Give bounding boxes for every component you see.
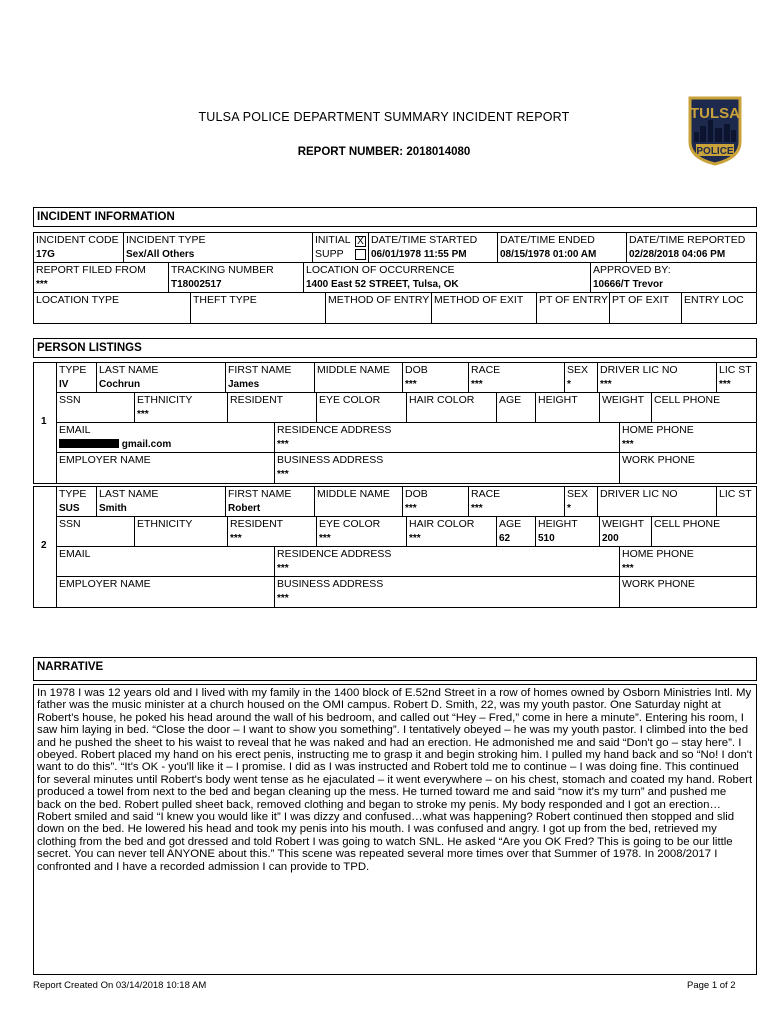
age-cell (496, 392, 536, 423)
dob-value: *** (405, 379, 417, 390)
middle-name-label: MIDDLE NAME (317, 488, 390, 500)
person-number-cell (33, 486, 57, 608)
age-value: 62 (499, 533, 511, 544)
eye-color-value: *** (319, 533, 331, 544)
middle-name-cell (314, 486, 403, 517)
last-name-label: LAST NAME (99, 488, 159, 500)
supp-checkbox (355, 249, 366, 260)
age-label: AGE (499, 394, 522, 406)
height-value: 510 (538, 533, 555, 544)
location-type-cell (33, 292, 191, 324)
location-type-label: LOCATION TYPE (36, 294, 120, 306)
initial-checkbox: X (355, 236, 366, 247)
business-address-cell (274, 576, 620, 608)
narrative-heading: NARRATIVE (33, 657, 757, 681)
email-label: EMAIL (59, 548, 91, 560)
sex-cell (564, 362, 598, 393)
race-label: RACE (471, 488, 501, 500)
type-value: SUS (59, 503, 80, 514)
method-of-exit-label: METHOD OF EXIT (434, 294, 524, 306)
sex-cell (564, 486, 598, 517)
residence-address-cell (274, 422, 620, 453)
height-label: HEIGHT (538, 394, 578, 406)
type-cell (56, 486, 97, 517)
entry-loc-cell (681, 292, 757, 324)
lic-st-value: *** (719, 379, 731, 390)
location-value: 1400 East 52 STREET, Tulsa, OK (306, 279, 459, 290)
lic-st-cell (716, 486, 757, 517)
seal-top-text: TULSA (690, 105, 740, 122)
work-phone-cell (619, 452, 757, 484)
email-domain: gmail.com (121, 439, 172, 450)
last-name-label: LAST NAME (99, 364, 159, 376)
race-label: RACE (471, 364, 501, 376)
last-name-cell (96, 486, 226, 517)
residence-address-label: RESIDENCE ADDRESS (277, 548, 392, 560)
ethnicity-value: *** (137, 409, 149, 420)
location-label: LOCATION OF OCCURRENCE (306, 264, 455, 276)
eye-color-cell (316, 392, 407, 423)
report-title: TULSA POLICE DEPARTMENT SUMMARY INCIDENT REPORT (198, 110, 570, 124)
date-ended-label: DATE/TIME ENDED (500, 234, 595, 246)
ethnicity-label: ETHNICITY (137, 394, 193, 406)
supp-label: SUPP (315, 248, 344, 260)
business-address-value: *** (277, 593, 289, 604)
middle-name-cell (314, 362, 403, 393)
approved-by-value: 10666/T Trevor (593, 279, 664, 290)
person-listings-heading: PERSON LISTINGS (33, 338, 757, 358)
person-number: 1 (41, 416, 47, 427)
eye-color-cell (316, 516, 407, 547)
incident-code-cell (33, 232, 124, 263)
height-cell (535, 392, 600, 423)
first-name-label: FIRST NAME (228, 488, 292, 500)
work-phone-label: WORK PHONE (622, 454, 695, 466)
residence-address-value: *** (277, 563, 289, 574)
work-phone-label: WORK PHONE (622, 578, 695, 590)
race-value: *** (471, 379, 483, 390)
dob-cell (402, 362, 469, 393)
business-address-value: *** (277, 469, 289, 480)
filed-from-cell (33, 262, 169, 293)
date-reported-cell (626, 232, 757, 263)
email-label: EMAIL (59, 424, 91, 436)
residence-address-cell (274, 546, 620, 577)
page-number: Page 1 of 2 (687, 980, 736, 991)
incident-type-label: INCIDENT TYPE (126, 234, 206, 246)
employer-name-label: EMPLOYER NAME (59, 578, 151, 590)
redaction-bar (59, 439, 119, 448)
lic-st-label: LIC ST (719, 364, 752, 376)
last-name-value: Cochrun (99, 379, 141, 390)
date-ended-cell (497, 232, 627, 263)
date-started-value: 06/01/1978 11:55 PM (371, 249, 467, 260)
employer-name-cell (56, 576, 275, 608)
home-phone-value: *** (622, 439, 634, 450)
location-cell (303, 262, 591, 293)
sex-label: SEX (567, 488, 589, 500)
tulsa-police-seal-icon (686, 94, 744, 166)
driver-lic-cell (597, 486, 717, 517)
email-cell (56, 422, 275, 453)
home-phone-label: HOME PHONE (622, 424, 694, 436)
initial-label: INITIAL (315, 234, 351, 246)
resident-cell (227, 516, 317, 547)
last-name-value: Smith (99, 503, 127, 514)
pt-of-exit-label: PT OF EXIT (612, 294, 669, 306)
race-cell (468, 362, 565, 393)
lic-st-cell (716, 362, 757, 393)
employer-name-label: EMPLOYER NAME (59, 454, 151, 466)
hair-color-value: *** (409, 533, 421, 544)
middle-name-label: MIDDLE NAME (317, 364, 390, 376)
business-address-cell (274, 452, 620, 484)
type-value: IV (59, 379, 69, 390)
sex-value: * (567, 379, 571, 390)
race-cell (468, 486, 565, 517)
tracking-number-label: TRACKING NUMBER (171, 264, 274, 276)
filed-from-label: REPORT FILED FROM (36, 264, 146, 276)
ethnicity-cell (134, 516, 228, 547)
method-of-entry-label: METHOD OF ENTRY (328, 294, 430, 306)
dob-value: *** (405, 503, 417, 514)
hair-color-label: HAIR COLOR (409, 394, 475, 406)
pt-of-entry-label: PT OF ENTRY (539, 294, 609, 306)
pt-of-exit-cell (609, 292, 682, 324)
weight-cell (599, 516, 652, 547)
tracking-number-value: T18002517 (171, 279, 222, 290)
first-name-cell (225, 486, 315, 517)
date-ended-value: 08/15/1978 01:00 AM (500, 249, 597, 260)
pt-of-entry-cell (536, 292, 610, 324)
initial-supp-cell (312, 232, 369, 263)
type-label: TYPE (59, 488, 87, 500)
employer-name-cell (56, 452, 275, 484)
email-cell (56, 546, 275, 577)
theft-type-label: THEFT TYPE (193, 294, 257, 306)
dob-label: DOB (405, 364, 428, 376)
method-of-entry-cell (325, 292, 432, 324)
resident-cell (227, 392, 317, 423)
report-created-footer: Report Created On 03/14/2018 10:18 AM (33, 980, 207, 991)
home-phone-value: *** (622, 563, 634, 574)
business-address-label: BUSINESS ADDRESS (277, 578, 384, 590)
incident-type-cell (123, 232, 313, 263)
sex-label: SEX (567, 364, 589, 376)
weight-label: WEIGHT (602, 518, 644, 530)
age-label: AGE (499, 518, 522, 530)
approved-by-label: APPROVED BY: (593, 264, 671, 276)
incident-code-label: INCIDENT CODE (36, 234, 119, 246)
driver-lic-label: DRIVER LIC NO (600, 488, 678, 500)
sex-value: * (567, 503, 571, 514)
date-reported-label: DATE/TIME REPORTED (629, 234, 746, 246)
race-value: *** (471, 503, 483, 514)
home-phone-label: HOME PHONE (622, 548, 694, 560)
person-number: 2 (41, 540, 47, 551)
eye-color-label: EYE COLOR (319, 394, 381, 406)
hair-color-label: HAIR COLOR (409, 518, 475, 530)
ethnicity-cell (134, 392, 228, 423)
cell-phone-cell (651, 392, 757, 423)
report-number: REPORT NUMBER: 2018014080 (297, 146, 471, 158)
method-of-exit-cell (431, 292, 537, 324)
seal-bottom-text: POLICE (696, 146, 734, 157)
home-phone-cell (619, 546, 757, 577)
last-name-cell (96, 362, 226, 393)
driver-lic-cell (597, 362, 717, 393)
email-value (59, 439, 171, 450)
hair-color-cell (406, 516, 497, 547)
residence-address-label: RESIDENCE ADDRESS (277, 424, 392, 436)
height-cell (535, 516, 600, 547)
ssn-label: SSN (59, 518, 81, 530)
height-label: HEIGHT (538, 518, 578, 530)
dob-label: DOB (405, 488, 428, 500)
incident-information-heading: INCIDENT INFORMATION (33, 207, 757, 227)
approved-by-cell (590, 262, 757, 293)
lic-st-label: LIC ST (719, 488, 752, 500)
date-started-cell (368, 232, 498, 263)
type-label: TYPE (59, 364, 87, 376)
hair-color-cell (406, 392, 497, 423)
first-name-value: James (228, 379, 260, 390)
resident-label: RESIDENT (230, 518, 284, 530)
ssn-label: SSN (59, 394, 81, 406)
date-started-label: DATE/TIME STARTED (371, 234, 478, 246)
incident-code-value: 17G (36, 249, 55, 260)
resident-value: *** (230, 533, 242, 544)
entry-loc-label: ENTRY LOC (684, 294, 744, 306)
cell-phone-cell (651, 516, 757, 547)
ssn-cell (56, 516, 135, 547)
tracking-number-cell (168, 262, 304, 293)
ssn-cell (56, 392, 135, 423)
weight-cell (599, 392, 652, 423)
first-name-cell (225, 362, 315, 393)
cell-phone-label: CELL PHONE (654, 394, 721, 406)
incident-type-value: Sex/All Others (126, 249, 195, 260)
business-address-label: BUSINESS ADDRESS (277, 454, 384, 466)
ethnicity-label: ETHNICITY (137, 518, 193, 530)
residence-address-value: *** (277, 439, 289, 450)
dob-cell (402, 486, 469, 517)
person-number-cell (33, 362, 57, 484)
type-cell (56, 362, 97, 393)
date-reported-value: 02/28/2018 04:06 PM (629, 249, 726, 260)
driver-lic-value: *** (600, 379, 612, 390)
weight-label: WEIGHT (602, 394, 644, 406)
theft-type-cell (190, 292, 326, 324)
first-name-label: FIRST NAME (228, 364, 292, 376)
home-phone-cell (619, 422, 757, 453)
weight-value: 200 (602, 533, 619, 544)
cell-phone-label: CELL PHONE (654, 518, 721, 530)
filed-from-value: *** (36, 279, 48, 290)
narrative-text: In 1978 I was 12 years old and I lived with my family in the 1400 block of E.52nd Street in a row of homes owned by Osborn Ministries Intl. My father was the music minister at a church housed on the OMI campus. Robert D. Smith, 22, was my youth pastor. One Saturday night at Robert's house, he poked his head around the wall of his bedroom, and called out “Hey – Fred,” come in here a minute”. Entering his room, I saw him laying in bed. “Close the door – I want to show you something”. I tentatively obeyed – he was my youth pastor. I climbed into the bed and he pushed the sheet to his waist to reveal that he was naked and had an erection. He admonished me and said “Don't go – stay here”. I obeyed. Robert placed my hand on his erect penis, instructing me to grasp it and begin stroking him. I pulled my hand back and so “No! I don't want to do this”. “It's OK - you'll like it – I promise. I did as I was instructed and Robert told me to continue – I was doing fine. This continued for several minutes until Robert's body went tense as he ejaculated – it went everywhere – on his chest, stomach and coated my hand. Robert produced a towel from next to the bed and began cleaning up the mess. He turned toward me and said “now it's my turn” and pushed me back on the bed. Robert pulled sheet back, removed clothing and began to stroke my penis. My body responded and I got an erection…Robert smiled and said “I knew you would like it” I was dizzy and confused…what was happening? Robert continued then stopped and slid down on the bed. He lowered his head and took my penis into his mouth. I was confused and angry. I got up from the bed, retrieved my clothing from the bed and got dressed and told Robert I was going to watch SNL. He asked “Are you OK Fred? This is going to be our little secret. You can never tell ANYONE about this.” This scene was repeated several more times over that Summer of 1978. In 2008/2017 I confronted and I have a recorded admission I can provide to TPD. (33, 684, 757, 975)
eye-color-label: EYE COLOR (319, 518, 381, 530)
work-phone-cell (619, 576, 757, 608)
driver-lic-label: DRIVER LIC NO (600, 364, 678, 376)
resident-label: RESIDENT (230, 394, 284, 406)
first-name-value: Robert (228, 503, 261, 514)
age-cell (496, 516, 536, 547)
